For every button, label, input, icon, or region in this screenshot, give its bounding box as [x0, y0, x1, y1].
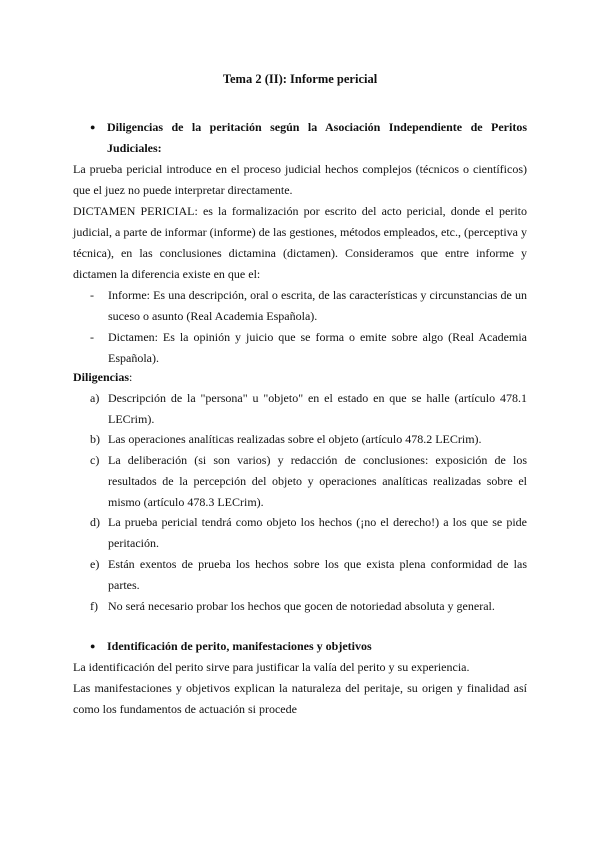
diligencias-colon: :: [129, 370, 133, 384]
list-item: [90, 327, 527, 369]
list-item-text: Están exentos de prueba los hechos sobre los que exista plena conformidad de las partes.: [108, 557, 527, 592]
section2-heading-text: Identificación de perito, manifestaciones y objetivos: [107, 639, 372, 653]
diligencias-label: Diligencias: [73, 370, 129, 384]
intro-paragraph: La prueba pericial introduce en el proceso judicial hechos complejos (técnicos o científicos) que el juez no puede interpretar directamente.: [73, 162, 527, 197]
list-item-text: No será necesario probar los hechos que gocen de notoriedad absoluta y general.: [108, 599, 495, 613]
list-item-text: Dictamen: Es la opinión y juicio que se forma o emite sobre algo (Real Academia Española).: [108, 330, 527, 365]
list-marker: d): [90, 515, 100, 529]
dash-marker: -: [90, 288, 94, 302]
bullet-icon: ●: [90, 641, 96, 651]
section1-heading-text: Diligencias de la peritación según la Asociación Independiente de Peritos Judiciales:: [107, 120, 527, 155]
list-item-text: La prueba pericial tendrá como objeto los hechos (¡no el derecho!) a los que se pide peritación.: [108, 515, 527, 550]
dash-marker: -: [90, 330, 94, 344]
list-item-text: Las operaciones analíticas realizadas sobre el objeto (artículo 478.2 LECrim).: [108, 432, 482, 446]
list-marker: e): [90, 557, 100, 571]
list-marker: c): [90, 453, 100, 467]
dictamen-paragraph: DICTAMEN PERICIAL: es la formalización por escrito del acto pericial, donde el perito judicial, a parte de informar (informe) de las gestiones, métodos empleados, etc., (perceptiva y técnica), en las conclusiones dictamina (dictamen). Consideramos que entre informe y dictamen la diferencia existe en que el:: [73, 204, 527, 281]
list-item: [90, 596, 527, 617]
list-marker: b): [90, 432, 100, 446]
list-item: [90, 512, 527, 554]
list-item: [90, 554, 527, 596]
list-marker: a): [90, 391, 100, 405]
list-item: [90, 429, 527, 450]
list-item: [90, 388, 527, 430]
section1-heading: [90, 117, 527, 159]
list-item-text: Descripción de la "persona" u "objeto" en el estado en que se halle (artículo 478.1 LECrim).: [108, 391, 527, 426]
list-marker: f): [90, 599, 98, 613]
list-item: [90, 450, 527, 513]
diligencias-heading: [73, 367, 527, 388]
bullet-icon: ●: [90, 122, 96, 132]
list-item-text: La deliberación (si son varios) y redacción de conclusiones: exposición de los resultados de la percepción del objeto y operaciones analíticas realizadas sobre el mismo (artículo 478.3 LECrim).: [108, 453, 527, 509]
page-title: Tema 2 (II): Informe pericial: [222, 72, 378, 86]
section2-heading: [90, 636, 527, 657]
identification-paragraph: La identificación del perito sirve para justificar la valía del perito y su experiencia.: [73, 660, 470, 674]
list-item-text: Informe: Es una descripción, oral o escrita, de las características y circunstancias de un suceso o asunto (Real Academia Española).: [108, 288, 527, 323]
manifestaciones-paragraph: Las manifestaciones y objetivos explican la naturaleza del peritaje, su origen y finalidad así como los fundamentos de actuación si procede: [73, 681, 527, 716]
list-item: [90, 285, 527, 327]
